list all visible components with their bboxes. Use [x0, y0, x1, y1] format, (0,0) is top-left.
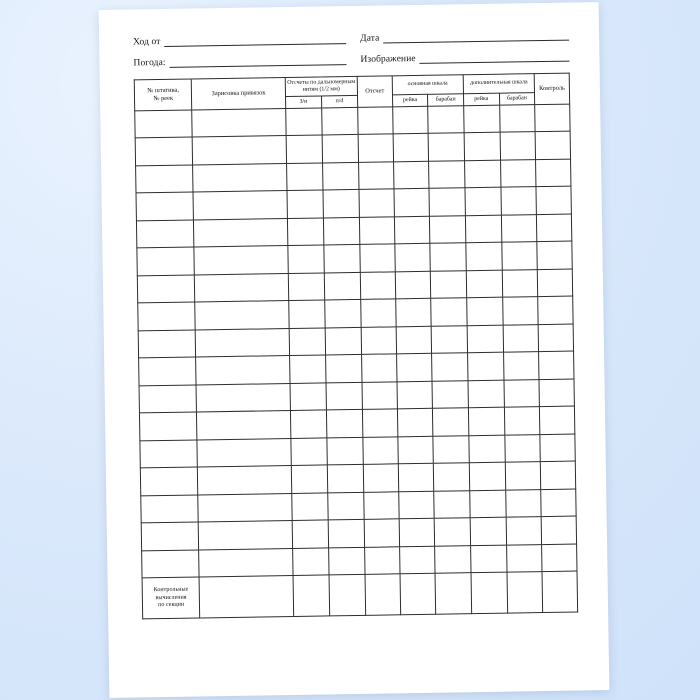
table-cell[interactable]	[358, 107, 393, 135]
th-otschet: Отсчет	[357, 76, 392, 107]
table-cell[interactable]	[136, 165, 194, 193]
header-row-2	[133, 52, 569, 69]
table-cell[interactable]	[392, 106, 428, 134]
table-cell[interactable]	[541, 516, 576, 544]
table-cell[interactable]	[192, 108, 286, 137]
table-cell[interactable]	[435, 546, 471, 574]
table-cell[interactable]	[506, 517, 542, 545]
table-cell[interactable]	[433, 408, 469, 436]
table-cell[interactable]	[468, 380, 504, 408]
table-cell[interactable]	[469, 463, 505, 491]
table-cell[interactable]	[196, 328, 290, 357]
table-cell[interactable]	[139, 357, 197, 385]
table-cell[interactable]	[285, 108, 321, 136]
th-main-sub1: рейка	[392, 94, 428, 107]
table-cell[interactable]	[139, 412, 197, 440]
field-izobrazhenie[interactable]	[360, 52, 569, 65]
table-cell[interactable]	[434, 491, 470, 519]
table-cell[interactable]	[362, 382, 397, 410]
table-cell[interactable]	[324, 245, 360, 273]
table-cell[interactable]	[196, 356, 290, 385]
table-cell[interactable]	[195, 301, 289, 330]
table-cell[interactable]	[292, 493, 328, 521]
table-cell[interactable]	[289, 328, 325, 356]
table-cell[interactable]	[539, 379, 574, 407]
table-cell[interactable]	[199, 548, 293, 577]
footer-cell[interactable]	[435, 573, 471, 615]
table-cell[interactable]	[501, 215, 537, 243]
table-cell[interactable]	[432, 381, 468, 409]
footer-label-line1: Контрольные	[153, 586, 189, 594]
table-cell[interactable]	[323, 190, 359, 218]
footer-cell[interactable]	[365, 574, 400, 616]
table-cell[interactable]	[140, 440, 198, 468]
table-cell[interactable]	[465, 188, 501, 216]
table-cell[interactable]	[289, 300, 325, 328]
field-book-table	[134, 73, 578, 620]
table-cell[interactable]	[195, 273, 289, 302]
table-cell[interactable]	[505, 462, 541, 490]
table-cell[interactable]	[432, 353, 468, 381]
table-cell[interactable]	[471, 545, 507, 573]
table-cell[interactable]	[431, 271, 467, 299]
table-cell[interactable]	[193, 191, 287, 220]
table-cell[interactable]	[503, 352, 539, 380]
label-pogoda: Погода:	[133, 57, 166, 69]
table-cell[interactable]	[322, 107, 358, 135]
table-cell[interactable]	[138, 330, 196, 358]
table-cell[interactable]	[399, 546, 435, 574]
table-cell[interactable]	[138, 302, 196, 330]
table-cell[interactable]	[193, 136, 287, 165]
table-cell[interactable]	[428, 133, 464, 161]
table-cell[interactable]	[287, 190, 323, 218]
table-cell[interactable]	[194, 218, 288, 247]
form-content	[133, 31, 579, 676]
table-foot	[142, 571, 578, 619]
table-cell[interactable]	[288, 273, 324, 301]
label-data: Дата	[360, 33, 380, 44]
table-cell[interactable]	[361, 327, 396, 355]
footer-cell[interactable]	[199, 576, 293, 618]
table-cell[interactable]	[198, 493, 292, 522]
table-cell[interactable]	[434, 463, 470, 491]
table-cell[interactable]	[470, 490, 506, 518]
table-cell[interactable]	[139, 385, 197, 413]
table-cell[interactable]	[469, 435, 505, 463]
table-cell[interactable]	[500, 132, 536, 160]
input-izobrazhenie[interactable]	[420, 52, 570, 64]
table-cell[interactable]	[393, 134, 429, 162]
table-cell[interactable]	[394, 216, 430, 244]
table-cell[interactable]	[197, 411, 291, 440]
table-cell[interactable]	[137, 275, 195, 303]
table-cell[interactable]	[536, 159, 571, 187]
footer-label-cell	[142, 577, 200, 619]
table-cell[interactable]	[197, 438, 291, 467]
field-pogoda[interactable]	[133, 55, 346, 68]
table-cell[interactable]	[141, 522, 199, 550]
table-cell[interactable]	[502, 297, 538, 325]
table-cell[interactable]	[135, 137, 193, 165]
table-cell[interactable]	[289, 355, 325, 383]
table-cell[interactable]	[433, 436, 469, 464]
table-cell[interactable]	[536, 186, 571, 214]
table-cell[interactable]	[429, 188, 465, 216]
table-cell[interactable]	[137, 247, 195, 275]
table-cell[interactable]	[325, 355, 361, 383]
table-cell[interactable]	[290, 410, 326, 438]
table-cell[interactable]	[395, 244, 431, 272]
table-cell[interactable]	[360, 272, 395, 300]
table-cell[interactable]	[324, 272, 360, 300]
table-cell[interactable]	[360, 244, 395, 272]
table-cell[interactable]	[431, 326, 467, 354]
table-cell[interactable]	[535, 104, 570, 132]
table-cell[interactable]	[364, 519, 399, 547]
table-cell[interactable]	[323, 217, 359, 245]
th-extra-sub2: барабан	[499, 93, 535, 106]
label-hod-ot: Ход от	[133, 37, 161, 48]
table-cell[interactable]	[502, 270, 538, 298]
table-cell[interactable]	[464, 133, 500, 161]
table-cell[interactable]	[358, 134, 393, 162]
table-cell[interactable]	[430, 243, 466, 271]
footer-cell[interactable]	[471, 573, 507, 615]
table-cell[interactable]	[540, 461, 575, 489]
table-cell[interactable]	[286, 163, 322, 191]
table-cell[interactable]	[504, 434, 540, 462]
table-cell[interactable]	[362, 409, 397, 437]
table-cell[interactable]	[504, 380, 540, 408]
footer-cell[interactable]	[293, 575, 330, 617]
footer-cell[interactable]	[329, 575, 366, 617]
input-pogoda[interactable]	[170, 55, 347, 68]
table-cell[interactable]	[535, 131, 570, 159]
table-cell[interactable]	[361, 299, 396, 327]
table-cell[interactable]	[505, 489, 541, 517]
table-cell[interactable]	[326, 382, 362, 410]
table-cell[interactable]	[396, 326, 432, 354]
th-extra-scale: дополнительная шкала	[463, 74, 535, 94]
th-station-line1: № штатива,	[147, 87, 180, 95]
table-cell[interactable]	[540, 434, 575, 462]
table-cell[interactable]	[537, 241, 572, 269]
table-cell[interactable]	[198, 466, 292, 495]
th-range-sub2: п/d	[321, 95, 357, 108]
input-data[interactable]	[383, 31, 569, 44]
table-cell[interactable]	[539, 351, 574, 379]
table-cell[interactable]	[538, 296, 573, 324]
table-cell[interactable]	[399, 519, 435, 547]
table-cell[interactable]	[364, 492, 399, 520]
table-cell[interactable]	[537, 214, 572, 242]
table-cell[interactable]	[193, 163, 287, 192]
table-cell[interactable]	[328, 492, 364, 520]
table-cell[interactable]	[465, 215, 501, 243]
table-cell[interactable]	[397, 381, 433, 409]
table-cell[interactable]	[468, 408, 504, 436]
table-cell[interactable]	[395, 299, 431, 327]
table-cell[interactable]	[501, 187, 537, 215]
table-cell[interactable]	[141, 495, 199, 523]
header-row-1	[133, 31, 569, 48]
table-cell[interactable]	[397, 409, 433, 437]
table-cell[interactable]	[287, 218, 323, 246]
table-cell[interactable]	[500, 160, 536, 188]
th-extra-sub1: рейка	[463, 93, 499, 106]
table-cell[interactable]	[286, 135, 322, 163]
table-cell[interactable]	[325, 327, 361, 355]
table-body	[135, 104, 577, 578]
th-range-group: Отсчеты по дальномерным нитям (1/2 мм)	[285, 76, 357, 96]
table-cell[interactable]	[288, 245, 324, 273]
table-cell[interactable]	[322, 135, 358, 163]
table-cell[interactable]	[540, 406, 575, 434]
table-cell[interactable]	[325, 300, 361, 328]
footer-cell[interactable]	[400, 574, 436, 616]
table-cell[interactable]	[393, 161, 429, 189]
table-cell[interactable]	[327, 437, 363, 465]
table-cell[interactable]	[359, 189, 394, 217]
table-cell[interactable]	[506, 544, 542, 572]
th-main-sub2: барабан	[428, 94, 464, 107]
table-cell[interactable]	[359, 217, 394, 245]
footer-cell[interactable]	[542, 571, 577, 613]
table-cell[interactable]	[394, 189, 430, 217]
footer-label-line2: вычисления	[155, 594, 187, 601]
table-cell[interactable]	[365, 547, 400, 575]
table-cell[interactable]	[358, 162, 393, 190]
table-cell[interactable]	[503, 325, 539, 353]
table-cell[interactable]	[135, 110, 193, 138]
table-cell[interactable]	[140, 467, 198, 495]
table-cell[interactable]	[504, 407, 540, 435]
table-cell[interactable]	[429, 161, 465, 189]
table-cell[interactable]	[428, 106, 464, 134]
th-station-line2: № реек	[153, 94, 174, 103]
table-cell[interactable]	[328, 520, 364, 548]
field-data[interactable]	[360, 31, 569, 44]
table-cell[interactable]	[499, 105, 535, 133]
table-cell[interactable]	[398, 436, 434, 464]
table-cell[interactable]	[142, 550, 200, 578]
footer-cell[interactable]	[507, 572, 543, 614]
table-cell[interactable]	[466, 243, 502, 271]
table-cell[interactable]	[361, 354, 396, 382]
table-cell[interactable]	[398, 464, 434, 492]
input-hod-ot[interactable]	[164, 34, 346, 47]
table-cell[interactable]	[194, 246, 288, 275]
table-cell[interactable]	[396, 354, 432, 382]
th-main-scale: основная шкала	[392, 75, 464, 95]
paper-sheet	[99, 2, 610, 698]
table-cell[interactable]	[431, 298, 467, 326]
table-cell[interactable]	[464, 105, 500, 133]
th-control: Контроль	[534, 73, 569, 104]
footer-label	[143, 584, 200, 612]
table-cell[interactable]	[290, 383, 326, 411]
table-cell[interactable]	[291, 465, 327, 493]
th-sketch: Зарисовка привязок	[192, 78, 286, 110]
table-cell[interactable]	[501, 242, 537, 270]
table-cell[interactable]	[136, 220, 194, 248]
table-cell[interactable]	[199, 521, 293, 550]
table-cell[interactable]	[326, 410, 362, 438]
table-cell[interactable]	[467, 325, 503, 353]
table-cell[interactable]	[434, 518, 470, 546]
table-cell[interactable]	[328, 547, 364, 575]
table-cell[interactable]	[136, 192, 194, 220]
table-cell[interactable]	[196, 383, 290, 412]
table-cell[interactable]	[292, 520, 328, 548]
table-cell[interactable]	[292, 548, 328, 576]
table-cell[interactable]	[466, 270, 502, 298]
table-cell[interactable]	[464, 160, 500, 188]
table-cell[interactable]	[363, 437, 398, 465]
table-cell[interactable]	[395, 271, 431, 299]
table-cell[interactable]	[398, 491, 434, 519]
footer-label-line3: по секции	[158, 601, 185, 609]
table-cell[interactable]	[537, 269, 572, 297]
footer-row	[142, 571, 578, 619]
table-cell[interactable]	[322, 162, 358, 190]
table-cell[interactable]	[542, 544, 577, 572]
field-hod-ot[interactable]	[133, 34, 346, 47]
th-station	[134, 79, 192, 111]
table-cell[interactable]	[467, 353, 503, 381]
label-izobrazhenie: Изображение	[360, 53, 416, 65]
table-cell[interactable]	[541, 489, 576, 517]
table-cell[interactable]	[470, 518, 506, 546]
table-cell[interactable]	[538, 324, 573, 352]
table-cell[interactable]	[363, 464, 398, 492]
table-cell[interactable]	[430, 216, 466, 244]
table-cell[interactable]	[327, 465, 363, 493]
th-range-sub1: З/н	[285, 96, 321, 109]
table-cell[interactable]	[291, 438, 327, 466]
table-cell[interactable]	[467, 298, 503, 326]
